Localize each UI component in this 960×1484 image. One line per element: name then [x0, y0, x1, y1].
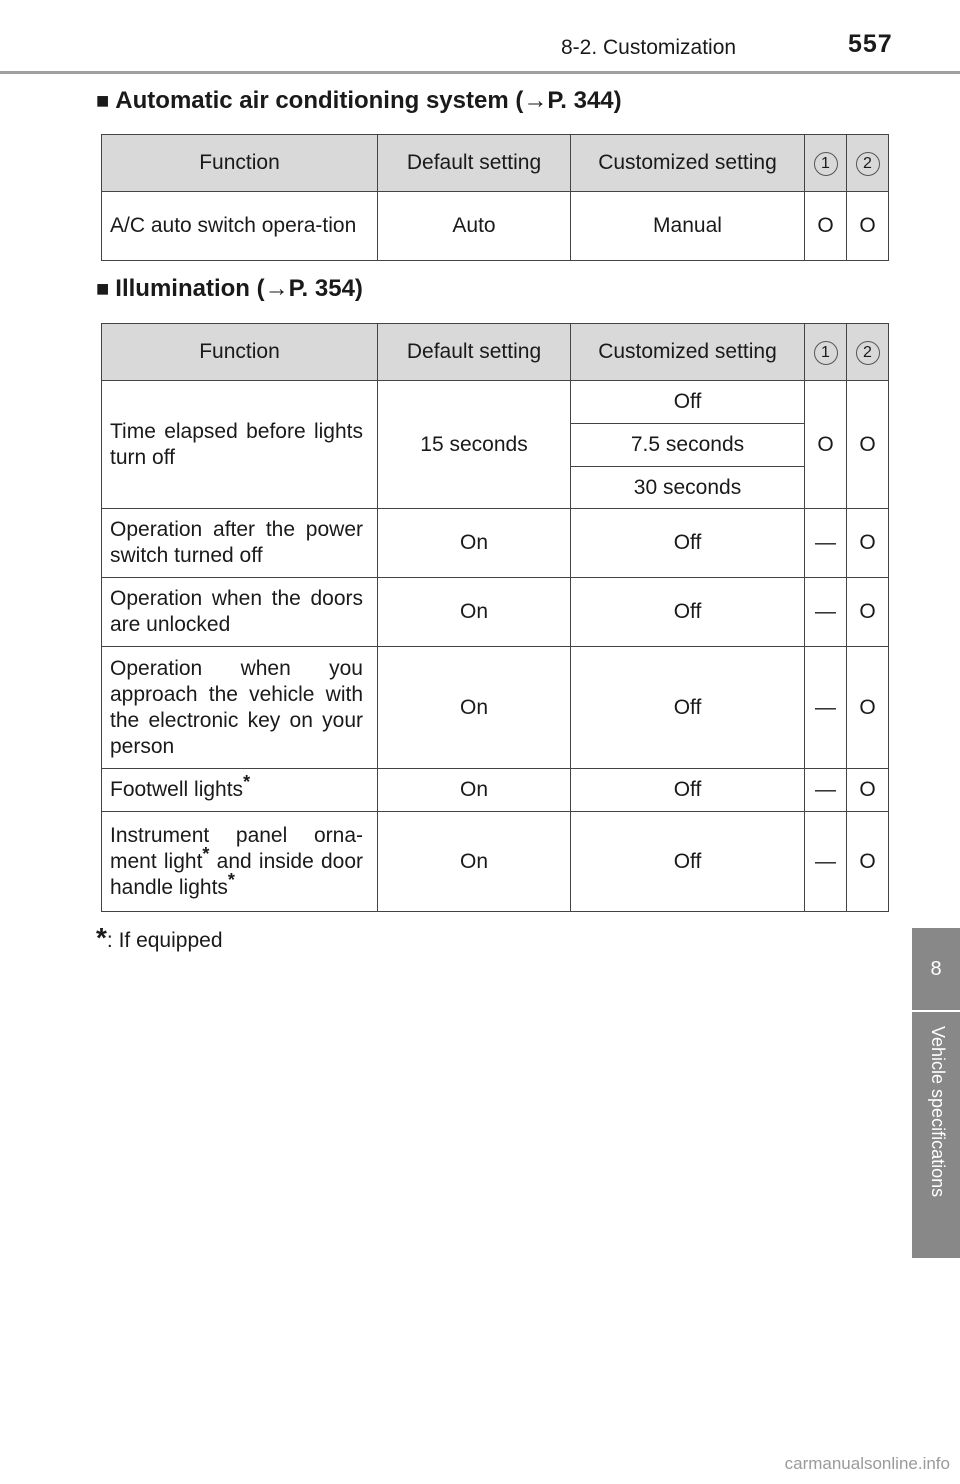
header-default-setting: Default setting [378, 135, 571, 192]
method-2-cell: O [847, 381, 889, 509]
header-method-2 [847, 324, 889, 381]
function-cell: Operation when the doors are unlocked [102, 578, 378, 647]
default-cell: On [378, 812, 571, 912]
square-bullet-icon: ■ [96, 88, 110, 113]
table-row [102, 381, 889, 424]
function-text: Footwell lights [110, 778, 244, 801]
function-text-part-2: and inside door handle lights [110, 849, 364, 899]
method-2-cell: O [847, 647, 889, 769]
method-2-cell: O [847, 769, 889, 812]
header-default-setting: Default setting [378, 324, 571, 381]
chapter-label: Vehicle specifications [928, 1026, 948, 1198]
method-1-cell: — [805, 578, 847, 647]
footnote-asterisk: * [96, 922, 107, 953]
function-cell: Operation when you approach the vehicle with the electronic key on your person [102, 647, 378, 769]
function-cell [102, 812, 378, 912]
method-1-cell: — [805, 769, 847, 812]
circled-number-1-icon: 1 [814, 152, 838, 176]
table-row [102, 812, 889, 912]
header-method-2 [847, 135, 889, 192]
function-cell: Operation after the power switch turned off [102, 509, 378, 578]
header-function: Function [102, 135, 378, 192]
circled-number-2-icon: 2 [856, 341, 880, 365]
footnote-text: : If equipped [106, 929, 223, 952]
custom-cell: Manual [571, 192, 805, 261]
footnote-asterisk: * [227, 869, 235, 890]
chapter-tab[interactable] [912, 928, 960, 1258]
table-row [102, 769, 889, 812]
custom-cell: Off [571, 578, 805, 647]
method-1-cell: — [805, 812, 847, 912]
method-2-cell: O [847, 812, 889, 912]
chapter-number: 8 [930, 958, 942, 980]
table-row [102, 192, 889, 261]
header-function: Function [102, 324, 378, 381]
method-2-cell: O [847, 509, 889, 578]
table-row [102, 509, 889, 578]
custom-cell: Off [571, 647, 805, 769]
header-method-1 [805, 324, 847, 381]
default-cell: On [378, 769, 571, 812]
header-customized-setting: Customized setting [571, 324, 805, 381]
function-text-part-1: Instrument panel orna-ment light [110, 823, 363, 873]
header-divider [0, 71, 960, 74]
custom-option-cell: 30 seconds [571, 467, 805, 509]
method-1-cell: O [805, 381, 847, 509]
default-cell: On [378, 509, 571, 578]
illumination-table [101, 323, 889, 912]
method-2-cell: O [847, 192, 889, 261]
default-cell: On [378, 647, 571, 769]
section-title-illumination [96, 275, 363, 303]
watermark: carmanualsonline.info [784, 1454, 950, 1473]
custom-cell: Off [571, 509, 805, 578]
default-cell: On [378, 578, 571, 647]
table-row [102, 647, 889, 769]
default-cell: 15 seconds [378, 381, 571, 509]
section-title-text: Illumination (→P. 354) [115, 275, 363, 302]
custom-cell: Off [571, 812, 805, 912]
method-2-cell: O [847, 578, 889, 647]
circled-number-1-icon: 1 [814, 341, 838, 365]
custom-option-cell: Off [571, 381, 805, 424]
circled-number-2-icon: 2 [856, 152, 880, 176]
method-1-cell: — [805, 509, 847, 578]
section-header: 8-2. Customization [561, 36, 737, 59]
square-bullet-icon: ■ [96, 276, 110, 301]
function-cell [102, 769, 378, 812]
function-cell: Time elapsed before lights turn off [102, 381, 378, 509]
table-header-row [102, 135, 889, 192]
page-number: 557 [848, 30, 893, 58]
function-cell: A/C auto switch opera-tion [102, 192, 378, 261]
custom-option-cell: 7.5 seconds [571, 424, 805, 467]
section-title-air-conditioning [96, 87, 622, 115]
default-cell: Auto [378, 192, 571, 261]
header-customized-setting: Customized setting [571, 135, 805, 192]
air-conditioning-table [101, 134, 889, 261]
header-method-1 [805, 135, 847, 192]
method-1-cell: — [805, 647, 847, 769]
footnote-asterisk: * [243, 772, 251, 792]
section-title-text: Automatic air conditioning system (→P. 344) [115, 87, 622, 114]
footnote-asterisk: * [202, 843, 210, 864]
footnote [96, 922, 223, 954]
table-row [102, 578, 889, 647]
method-1-cell: O [805, 192, 847, 261]
chapter-tab-divider [912, 1010, 960, 1012]
table-header-row [102, 324, 889, 381]
custom-cell: Off [571, 769, 805, 812]
